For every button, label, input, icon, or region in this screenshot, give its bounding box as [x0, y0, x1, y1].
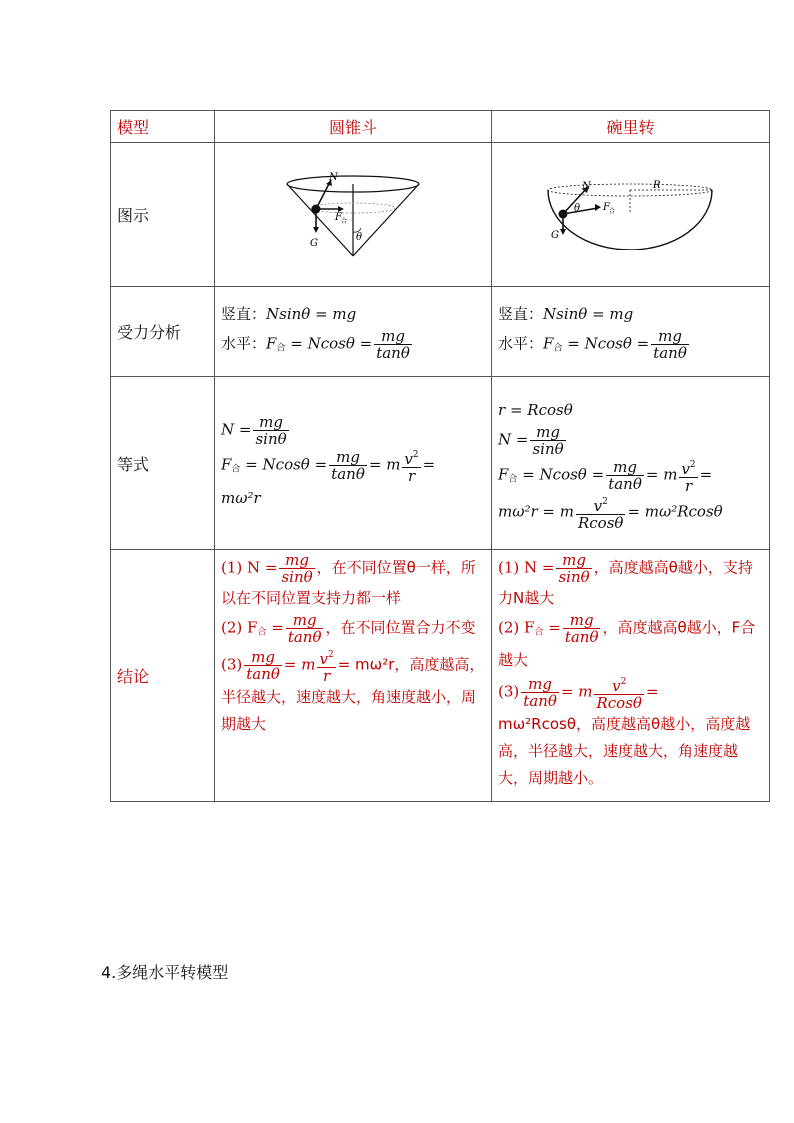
bowl-equation-cell: r = Rcosθ N = $\frac{mg}{\sin\theta}$ $F_合 = Ncos\theta$ = $\frac{mg}{\tan\theta}$ = m $\frac{v^2}{r}$ = mω²r = m $\frac{v^2}{Rcos\theta}$ = mω²Rcosθ	[492, 377, 770, 550]
bowl-conclusion-cell: (1) N = $\frac{mg}{\sin\theta}$ ，高度越高θ越小，支持力N越大 (2) $F_合$ = $\frac{mg}{\tan\theta}$ ，高度越高θ越小，F合越大 (3) $\frac{mg}{\tan\theta}$ = m $\frac{v^2}{Rcos\theta}$ = mω²Rcosθ，高度越高θ越小，高度越高，半径越大，速度越大，角速度越大，周期越小。	[492, 550, 770, 802]
cone-F-label: F	[335, 211, 342, 223]
cone-last-eq: mω²r	[221, 489, 261, 507]
F-sub: 合	[276, 343, 286, 354]
diagram-label: 图示	[111, 143, 215, 287]
vertical-eq: Nsinθ = mg	[543, 305, 634, 324]
conclusion-label: 结论	[111, 550, 215, 802]
header-model: 模型	[111, 111, 215, 143]
vertical-prefix: 竖直：	[221, 305, 267, 324]
cone-diagram	[268, 170, 438, 260]
bowl-G-label: G	[551, 229, 559, 241]
conclusion-row	[111, 550, 770, 802]
bowl-p3-tail: mω²Rcosθ，高度越高θ越小，高度越高，半径越大，速度越大，角速度越大，周期越小。	[498, 714, 751, 787]
vertical-prefix: 竖直：	[498, 305, 544, 324]
cone-conclusion-cell: (1) N = $\frac{mg}{\sin\theta}$ ，在不同位置θ一样，所以在不同位置支持力都一样 (2) $F_合$ = $\frac{mg}{\tan\theta}$ ，在不同位置合力不变 (3) $\frac{mg}{\tan\theta}$ = m $\frac{v^2}{r}$ = mω²r，高度越高，半径越大，速度越大，角速度越小，周期越大	[215, 550, 492, 802]
cone-diagram-cell	[215, 143, 492, 287]
force-label: 受力分析	[111, 287, 215, 377]
bowl-F-sub: 合	[609, 207, 616, 215]
bowl-N-label: N	[582, 180, 591, 192]
section-heading: 4.多绳水平转模型	[101, 963, 229, 982]
force-row	[111, 287, 770, 377]
mg-tan-fraction: $\frac{mg}{\tan\theta}$	[376, 327, 410, 363]
ncos-eq: = Ncosθ =	[567, 334, 650, 353]
cone-theta-label: θ	[356, 231, 363, 243]
cone-G-label: G	[310, 237, 318, 249]
bowl-R-label: R	[653, 179, 661, 191]
model-comparison-table	[110, 110, 770, 802]
vertical-eq: Nsinθ = mg	[266, 305, 357, 324]
mg-tan-fraction: $\frac{mg}{\tan\theta}$	[653, 327, 687, 363]
equation-row	[111, 377, 770, 550]
F-sub: 合	[553, 343, 563, 354]
cone-N-label: N	[329, 171, 338, 183]
bowl-F-label: F	[603, 201, 610, 213]
cone-F-sub: 合	[341, 217, 348, 225]
bowl-diagram-cell	[492, 143, 770, 287]
header-cone: 圆锥斗	[215, 111, 492, 143]
diagram-row	[111, 143, 770, 287]
cone-force-cell	[215, 287, 492, 377]
header-row	[111, 111, 770, 143]
bowl-first-eq: r = Rcosθ	[498, 400, 573, 419]
ncos-eq: = Ncosθ =	[290, 334, 373, 353]
bowl-theta-label: θ	[574, 202, 581, 214]
equation-label: 等式	[111, 377, 215, 550]
bowl-diagram	[543, 180, 718, 250]
F-symbol: F	[543, 334, 554, 353]
header-bowl: 碗里转	[492, 111, 770, 143]
bowl-force-cell	[492, 287, 770, 377]
horizontal-prefix: 水平：	[221, 334, 267, 353]
cone-equation-cell: N = $\frac{mg}{\sin\theta}$ $F_合 = Ncos\theta$ = $\frac{mg}{\tan\theta}$ = m $\frac{v^2}{r}$ = mω²r	[215, 377, 492, 550]
F-symbol: F	[266, 334, 277, 353]
horizontal-prefix: 水平：	[498, 334, 544, 353]
